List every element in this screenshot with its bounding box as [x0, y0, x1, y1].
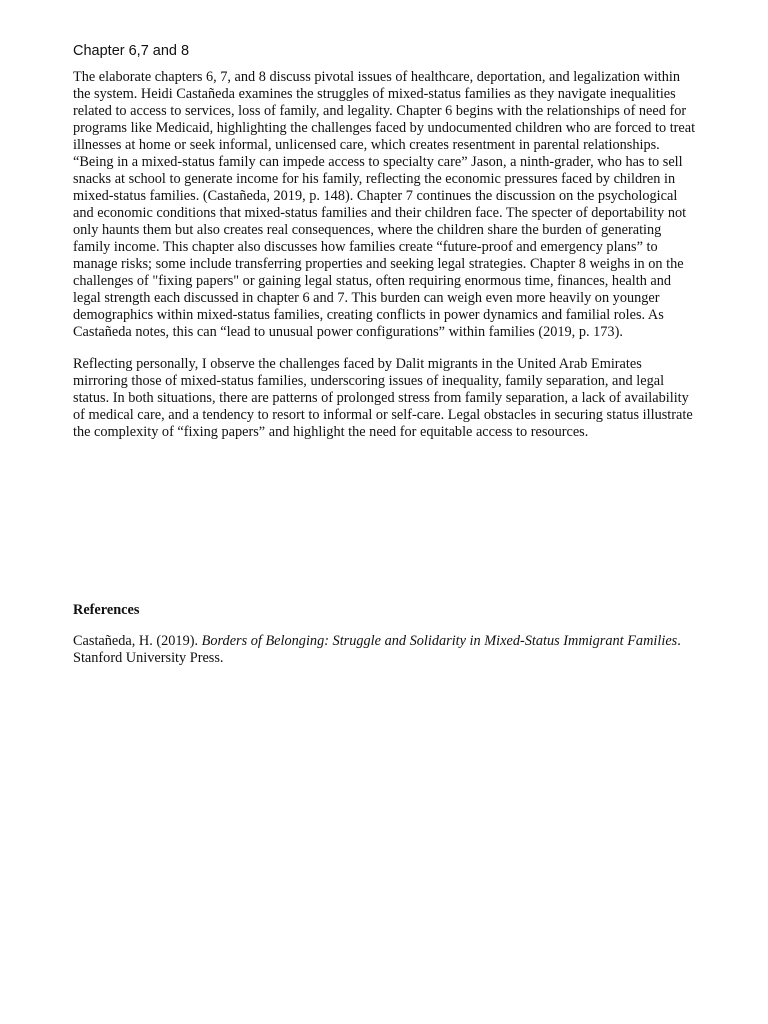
reference-entry	[73, 633, 698, 667]
body-paragraph-2: Reflecting personally, I observe the challenges faced by Dalit migrants in the United Arab Emirates mirroring those of mixed-status families, underscoring issues of inequality, family separation, and legal status. In both situations, there are patterns of prolonged stress from family separation, a lack of availability of medical care, and a tendency to resort to informal or self-care. Legal obstacles in securing status illustrate the complexity of “fixing papers” and highlight the need for equitable access to resources.	[73, 356, 693, 440]
page-title: Chapter 6,7 and 8	[73, 43, 190, 59]
references-heading: References	[73, 602, 140, 618]
document-body	[73, 42, 698, 441]
reference-publisher: . Stanford University Press.	[73, 633, 681, 666]
reference-book-title: Borders of Belonging: Struggle and Solidarity in Mixed-Status Immigrant Families	[201, 633, 678, 649]
body-paragraph-1: The elaborate chapters 6, 7, and 8 discuss pivotal issues of healthcare, deportation, and legalization within the system. Heidi Castañeda examines the struggles of mixed-status families as they navigate inequalities related to access to services, loss of family, and legality. Chapter 6 begins with the relationships of need for programs like Medicaid, highlighting the challenges faced by undocumented children who are forced to treat illnesses at home or seek informal, unlicensed care, which creates resentment in parental relationships. “Being in a mixed-status family can impede access to specialty care” Jason, a ninth-grader, who has to sell snacks at school to generate income for his family, reflecting the economic pressures faced by children in mixed-status families. (Castañeda, 2019, p. 148). Chapter 7 continues the discussion on the psychological and economic conditions that mixed-status families and their children face. The specter of deportability not only haunts them but also creates real consequences, where the children share the burden of generating family income. This chapter also discusses how families create “future-proof and emergency plans” to manage risks; some include transferring properties and seeking legal strategies. Chapter 8 weighs in on the challenges of "fixing papers" or gaining legal status, often requiring enormous time, finances, health and legal strength each discussed in chapter 6 and 7. This burden can weigh even more heavily on younger demographics within mixed-status families, creating conflicts in power dynamics and familial roles. As Castañeda notes, this can “lead to unusual power configurations” within families (2019, p. 173).	[73, 69, 696, 340]
reference-author-year: Castañeda, H. (2019).	[73, 633, 202, 649]
